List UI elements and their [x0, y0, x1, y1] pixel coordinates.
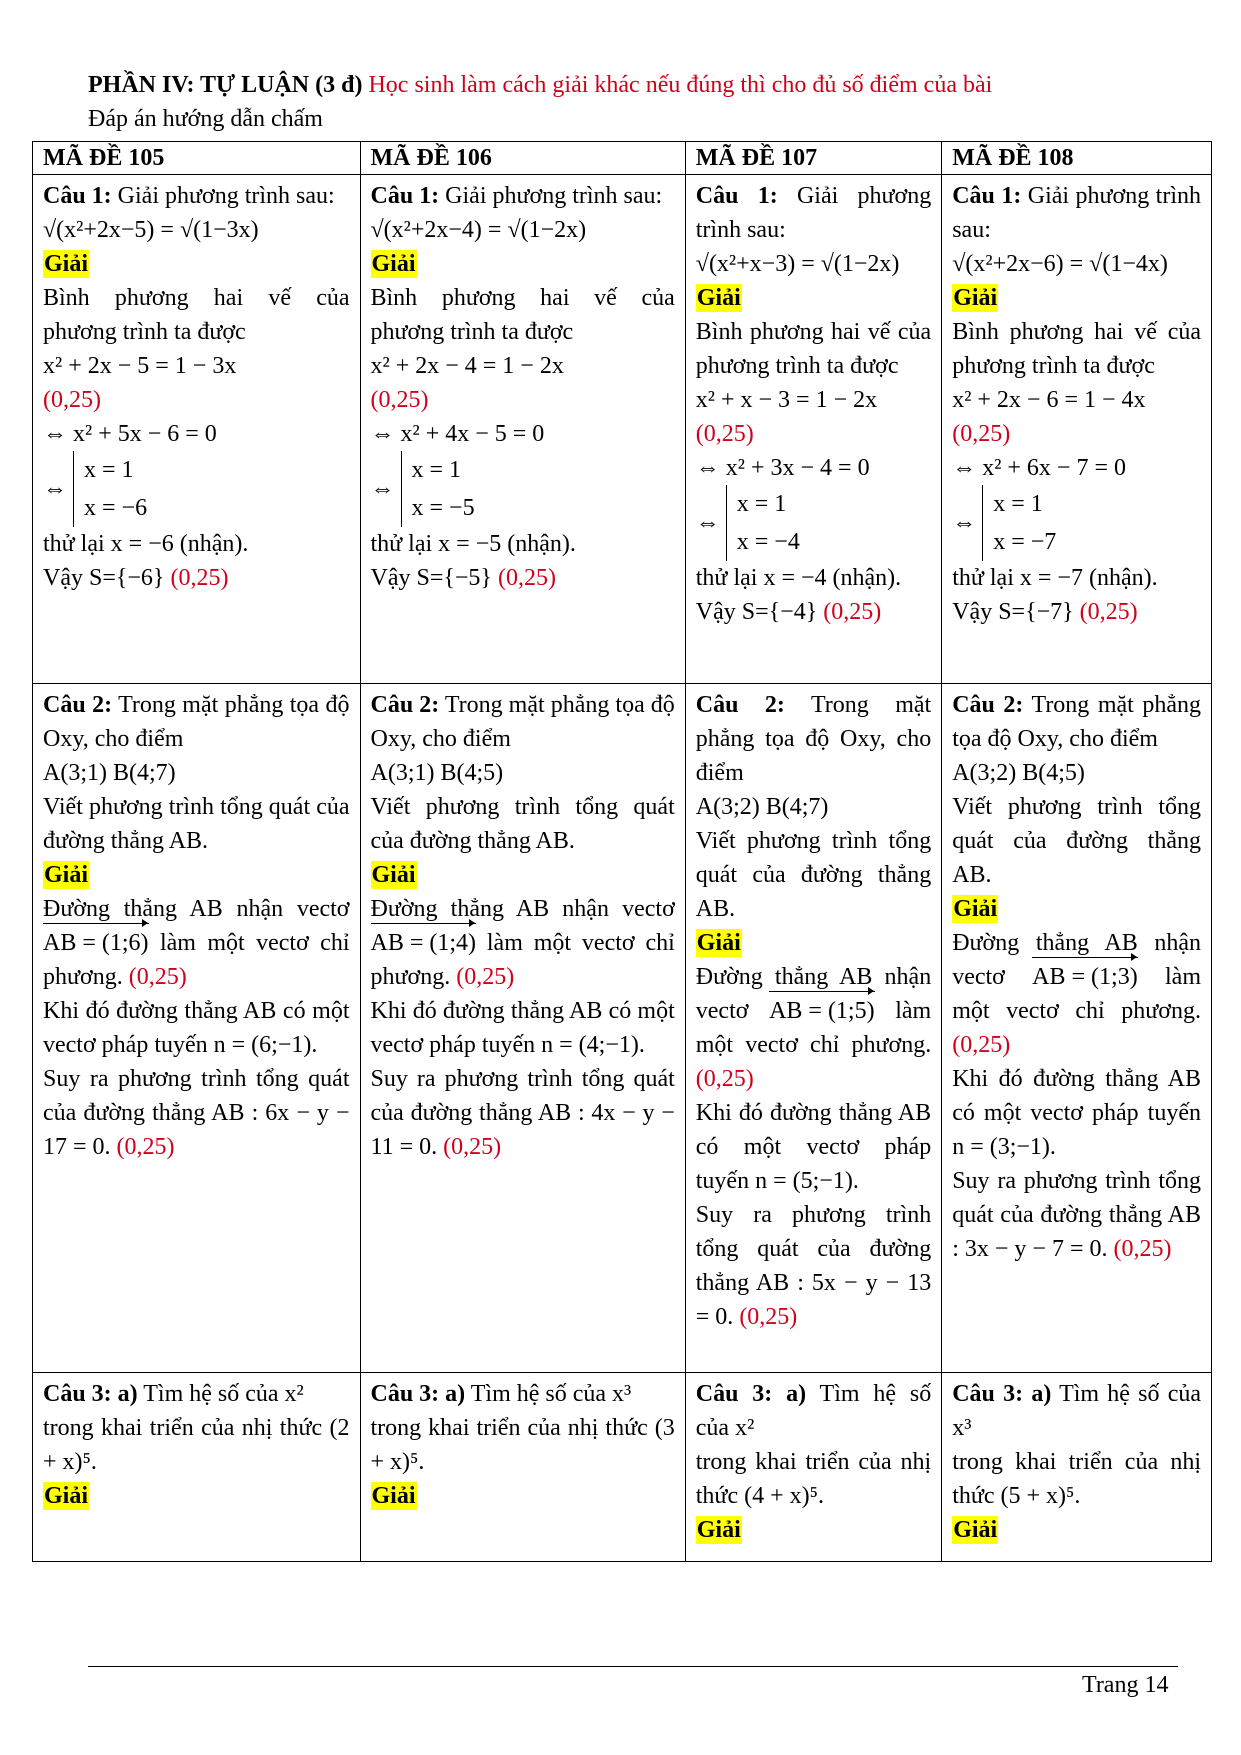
solution-badge: Giải: [953, 285, 998, 311]
score-label: (0,25): [695, 421, 754, 447]
question-text: Trong mặt phẳng tọa độ Oxy, cho điểm: [695, 692, 932, 786]
text-line: [371, 790, 675, 858]
q3-cell: [360, 1373, 685, 1562]
question-text: Giải phương trình sau:: [117, 183, 335, 209]
line-text: Đường thẳng AB nhận vectơ: [952, 930, 1201, 990]
text-line: [952, 688, 1201, 756]
equation: √(x²+x−3) = √(1−2x): [695, 251, 900, 277]
as-direction: làm một vectơ chỉ phương.: [695, 998, 932, 1058]
text-line: [371, 281, 675, 349]
root-2: x = −5: [411, 495, 475, 521]
squared-equation: x² + x − 3 = 1 − 2x: [695, 387, 878, 413]
question-label: Câu 1:: [952, 183, 1022, 209]
q2-cell: [942, 684, 1212, 1373]
text-line: [696, 960, 931, 1096]
equation: √(x²+2x−4) = √(1−2x): [370, 217, 587, 243]
text-line: [43, 1377, 350, 1411]
grading-note: Học sinh làm cách giải khác nếu đúng thì cho đủ số điểm của bài: [368, 72, 993, 98]
text-line: [696, 824, 931, 926]
text-line: [43, 527, 350, 561]
question-label: Câu 2:: [952, 692, 1024, 718]
text-line: [952, 1445, 1201, 1513]
question-label: Câu 3:: [952, 1381, 1024, 1407]
text-line: [371, 892, 675, 994]
general-equation: AB : 3x − y − 7 = 0.: [952, 1202, 1201, 1262]
text-line: [952, 315, 1201, 383]
solution-bracket: [982, 485, 1056, 561]
general-equation: AB : 4x − y − 11 = 0.: [370, 1100, 675, 1160]
text-line: [43, 790, 350, 858]
solution-system: ⇔ x = 1 x = −5: [371, 451, 475, 527]
text-line: [696, 281, 931, 315]
check-value: x = −7: [1019, 565, 1083, 591]
text-line: [43, 1479, 350, 1513]
conclude-text: Vậy: [952, 599, 993, 625]
text-line: [696, 1096, 931, 1198]
point-b: B(4;5): [1022, 760, 1085, 786]
text-line: [43, 1062, 350, 1164]
term: x³: [952, 1415, 972, 1441]
normal-text: Khi đó đường thẳng AB có một vectơ pháp tuyến: [43, 998, 350, 1058]
score-label: (0,25): [952, 1032, 1011, 1058]
text-line: [43, 994, 350, 1062]
text-line: [952, 1164, 1201, 1266]
deduce-text: Suy ra phương trình tổng quát của đường thẳng: [370, 1066, 675, 1126]
question-label: Câu 1:: [370, 183, 440, 209]
text-line: [43, 281, 350, 349]
text-line: [952, 1377, 1201, 1445]
text-line: [43, 417, 350, 451]
score-label: (0,25): [739, 1304, 798, 1330]
q1-cell: [685, 175, 941, 684]
solution-badge: Giải: [371, 1483, 416, 1509]
root-1: x = 1: [736, 491, 787, 517]
conclude-text: Vậy: [370, 565, 411, 591]
q3-cell: [942, 1373, 1212, 1562]
text-line: [43, 247, 350, 281]
part-title: PHẦN IV: TỰ LUẬN (3 đ): [88, 72, 363, 98]
instruction-text: Bình phương hai vế của phương trình ta được: [695, 319, 932, 379]
conclude-text: Vậy: [43, 565, 83, 591]
point-b: B(4;5): [440, 760, 504, 786]
normal-vector: n = (6;−1).: [213, 1032, 318, 1058]
as-direction: làm một vectơ chỉ phương.: [370, 930, 675, 990]
normal-vector: n = (4;−1).: [541, 1032, 645, 1058]
term: x²: [735, 1415, 755, 1441]
equation: √(x²+2x−6) = √(1−4x): [952, 251, 1168, 277]
footer-divider: [88, 1666, 1178, 1667]
term: x³: [612, 1381, 632, 1407]
deduce-text: Suy ra phương trình tổng quát của đường thẳng: [952, 1168, 1201, 1228]
solution-badge: Giải: [44, 1483, 89, 1509]
text-line: [952, 247, 1201, 281]
text-line: [371, 858, 675, 892]
question-label: Câu 3:: [695, 1381, 773, 1407]
score-label: (0,25): [43, 387, 101, 413]
check-value: x = −6: [110, 531, 174, 557]
text-line: [371, 527, 675, 561]
text-line: [952, 926, 1201, 1062]
point-b: B(4;7): [765, 794, 829, 820]
instruction-text: Bình phương hai vế của phương trình ta được: [370, 285, 675, 345]
question-text: trong khai triển của nhị thức: [952, 1449, 1201, 1509]
normal-vector: n = (3;−1).: [952, 1134, 1056, 1160]
part-a: a): [786, 1381, 807, 1407]
q1-cell: [33, 175, 361, 684]
line-text: Đường thẳng AB nhận vectơ: [43, 896, 350, 922]
solution-set: S={−4}: [741, 599, 818, 625]
score-label: (0,25): [823, 599, 882, 625]
solution-set: S={−6}: [88, 565, 165, 591]
score-label: (0,25): [370, 387, 429, 413]
text-line: [371, 179, 675, 213]
text-line: [696, 1445, 931, 1513]
squared-equation: x² + 2x − 6 = 1 − 4x: [952, 387, 1146, 413]
binomial: (3 + x)⁵.: [370, 1415, 675, 1475]
question-label: Câu 1:: [43, 183, 112, 209]
q1-cell: [942, 175, 1212, 684]
text-line: [696, 451, 931, 485]
question-text: trong khai triển của nhị thức: [695, 1449, 932, 1509]
question-1-row: [33, 175, 1212, 684]
text-line: [696, 1513, 931, 1547]
line-text: Đường thẳng AB nhận vectơ: [695, 964, 932, 1024]
column-header: MÃ ĐỀ 105: [33, 142, 361, 175]
text-line: [696, 417, 931, 451]
as-direction: làm một vectơ chỉ phương.: [43, 930, 350, 990]
text-line: [43, 383, 350, 417]
text-line: [696, 1198, 931, 1334]
question-text: Trong mặt phẳng tọa độ Oxy, cho điểm: [43, 692, 350, 752]
deduce-text: Suy ra phương trình tổng quát của đường thẳng: [43, 1066, 350, 1126]
question-text: Viết phương trình tổng quát của đường thẳng AB.: [952, 794, 1201, 888]
general-equation: AB : 5x − y − 13 = 0.: [695, 1270, 932, 1330]
equation: √(x²+2x−5) = √(1−3x): [43, 217, 259, 243]
text-line: [371, 561, 675, 595]
general-equation: AB : 6x − y − 17 = 0.: [43, 1100, 350, 1160]
normal-text: Khi đó đường thẳng AB có một vectơ pháp tuyến: [370, 998, 675, 1058]
binomial: (2 + x)⁵.: [43, 1415, 350, 1475]
accept-text: (nhận).: [1088, 565, 1158, 591]
question-text: Trong mặt phẳng tọa độ Oxy, cho điểm: [952, 692, 1201, 752]
question-2-row: [33, 684, 1212, 1373]
point-a: A(3;1): [43, 760, 107, 786]
score-label: (0,25): [170, 565, 229, 591]
score-label: (0,25): [497, 565, 556, 591]
normal-text: Khi đó đường thẳng AB có một vectơ pháp tuyến: [695, 1100, 932, 1194]
header: [88, 68, 992, 136]
part-a: a): [445, 1381, 466, 1407]
score-label: (0,25): [456, 964, 515, 990]
deduce-text: Suy ra phương trình tổng quát của đường thẳng: [695, 1202, 932, 1296]
text-line: [696, 595, 931, 629]
text-line: [371, 756, 675, 790]
conclude-text: Vậy: [695, 599, 736, 625]
check-text: thử lại: [952, 565, 1014, 591]
normal-vector: n = (5;−1).: [755, 1168, 859, 1194]
question-label: Câu 3:: [43, 1381, 112, 1407]
solution-badge: Giải: [696, 285, 741, 311]
text-line: [952, 451, 1201, 485]
text-line: [43, 688, 350, 756]
question-text: Viết phương trình tổng quát của đường thẳng AB.: [43, 794, 350, 854]
answer-table: [32, 141, 1212, 1562]
text-line: [952, 1062, 1201, 1164]
solution-set: S={−5}: [416, 565, 492, 591]
part-a: a): [1031, 1381, 1052, 1407]
accept-text: (nhận).: [832, 565, 902, 591]
q2-cell: [685, 684, 941, 1373]
text-line: [952, 417, 1201, 451]
question-3-row: [33, 1373, 1212, 1562]
solution-bracket: [401, 451, 475, 527]
text-line: [696, 561, 931, 595]
q1-cell: [360, 175, 685, 684]
point-b: B(4;7): [112, 760, 176, 786]
quadratic-equation: ⇔ x² + 3x − 4 = 0: [695, 455, 870, 481]
text-line: [43, 349, 350, 383]
text-line: [952, 179, 1201, 247]
part-heading: [88, 68, 992, 102]
question-text: Tìm hệ số của: [470, 1381, 607, 1407]
text-line: [43, 213, 350, 247]
question-label: Câu 2:: [370, 692, 440, 718]
question-text: Giải phương trình sau:: [695, 183, 932, 243]
question-text: Trong mặt phẳng tọa độ Oxy, cho điểm: [370, 692, 675, 752]
question-text: trong khai triển của nhị thức: [43, 1415, 323, 1441]
text-line: [952, 595, 1201, 629]
solution-badge: Giải: [696, 930, 741, 956]
text-line: [371, 1411, 675, 1479]
text-line: [696, 179, 931, 247]
quadratic-equation: ⇔ x² + 5x − 6 = 0: [43, 421, 217, 447]
line-text: Đường thẳng AB nhận vectơ: [370, 896, 675, 922]
solution-badge: Giải: [696, 1517, 741, 1543]
text-line: [371, 213, 675, 247]
text-line: [371, 1377, 675, 1411]
binomial: (5 + x)⁵.: [1000, 1483, 1081, 1509]
text-line: [371, 247, 675, 281]
question-label: Câu 2:: [695, 692, 785, 718]
part-a: a): [117, 1381, 138, 1407]
score-label: (0,25): [1079, 599, 1138, 625]
text-line: [371, 383, 675, 417]
solution-system: ⇔ x = 1 x = −4: [696, 485, 800, 561]
score-label: (0,25): [443, 1134, 502, 1160]
answer-key-subtitle: Đáp án hướng dẫn chấm: [88, 106, 323, 132]
text-line: [952, 892, 1201, 926]
table-header-row: [33, 142, 1212, 175]
point-a: A(3;1): [370, 760, 435, 786]
text-line: [952, 383, 1201, 417]
text-line: [696, 926, 931, 960]
solution-system: ⇔ x = 1 x = −6: [43, 451, 147, 527]
column-header: MÃ ĐỀ 107: [685, 142, 941, 175]
question-text: Tìm hệ số của: [695, 1381, 932, 1441]
check-value: x = −5: [438, 531, 502, 557]
direction-vector: AB = (1;6): [43, 926, 149, 960]
quadratic-equation: ⇔ x² + 6x − 7 = 0: [952, 455, 1127, 481]
q3-cell: [685, 1373, 941, 1562]
binomial: (4 + x)⁵.: [744, 1483, 824, 1509]
root-2: x = −4: [736, 529, 800, 555]
root-1: x = 1: [411, 457, 462, 483]
point-a: A(3;2): [695, 794, 760, 820]
text-line: [43, 179, 350, 213]
text-line: [371, 417, 675, 451]
direction-vector: AB = (1;5): [769, 994, 875, 1028]
text-line: [371, 1062, 675, 1164]
root-1: x = 1: [84, 457, 134, 483]
text-line: [371, 994, 675, 1062]
q2-cell: [360, 684, 685, 1373]
accept-text: (nhận).: [507, 531, 576, 557]
term: x²: [284, 1381, 304, 1407]
as-direction: làm một vectơ chỉ phương.: [952, 964, 1201, 1024]
question-text: Tìm hệ số của: [1059, 1381, 1202, 1407]
squared-equation: x² + 2x − 4 = 1 − 2x: [370, 353, 564, 379]
question-label: Câu 3:: [370, 1381, 440, 1407]
text-line: [696, 790, 931, 824]
text-line: [371, 1479, 675, 1513]
instruction-text: Bình phương hai vế của phương trình ta được: [952, 319, 1201, 379]
column-header: MÃ ĐỀ 108: [942, 142, 1212, 175]
text-line: [952, 281, 1201, 315]
text-line: [43, 756, 350, 790]
direction-vector: AB = (1;4): [371, 926, 477, 960]
question-text: Tìm hệ số của: [143, 1381, 279, 1407]
text-line: [952, 790, 1201, 892]
solution-badge: Giải: [44, 251, 89, 277]
question-label: Câu 1:: [695, 183, 778, 209]
text-line: [696, 688, 931, 790]
solution-badge: Giải: [953, 896, 998, 922]
text-line: [696, 383, 931, 417]
check-text: thử lại: [370, 531, 433, 557]
text-line: [371, 688, 675, 756]
text-line: [696, 1377, 931, 1445]
root-1: x = 1: [993, 491, 1043, 517]
text-line: [371, 349, 675, 383]
solution-bracket: [73, 451, 147, 527]
text-line: [43, 858, 350, 892]
column-header: MÃ ĐỀ 106: [360, 142, 685, 175]
text-line: [696, 315, 931, 383]
check-value: x = −4: [763, 565, 827, 591]
direction-vector: AB = (1;3): [1032, 960, 1138, 994]
root-2: x = −6: [84, 495, 148, 521]
quadratic-equation: ⇔ x² + 4x − 5 = 0: [370, 421, 545, 447]
question-text: trong khai triển của nhị thức: [370, 1415, 648, 1441]
question-text: Giải phương trình sau:: [952, 183, 1202, 243]
score-label: (0,25): [952, 421, 1011, 447]
text-line: [952, 756, 1201, 790]
page-number: Trang 14: [1082, 1672, 1169, 1698]
normal-text: Khi đó đường thẳng AB có một vectơ pháp tuyến: [952, 1066, 1201, 1126]
check-text: thử lại: [695, 565, 758, 591]
solution-set: S={−7}: [998, 599, 1074, 625]
instruction-text: Bình phương hai vế của phương trình ta được: [43, 285, 350, 345]
solution-badge: Giải: [44, 862, 89, 888]
score-label: (0,25): [116, 1134, 175, 1160]
text-line: [952, 561, 1201, 595]
text-line: [43, 892, 350, 994]
question-text: Viết phương trình tổng quát của đường thẳng AB.: [370, 794, 675, 854]
solution-system: ⇔ x = 1 x = −7: [952, 485, 1056, 561]
score-label: (0,25): [1113, 1236, 1172, 1262]
question-text: Giải phương trình sau:: [445, 183, 663, 209]
score-label: (0,25): [695, 1066, 754, 1092]
text-line: [43, 1411, 350, 1479]
text-line: [952, 1513, 1201, 1547]
squared-equation: x² + 2x − 5 = 1 − 3x: [43, 353, 237, 379]
q3-cell: [33, 1373, 361, 1562]
question-text: Viết phương trình tổng quát của đường thẳng AB.: [695, 828, 932, 922]
solution-badge: Giải: [371, 862, 416, 888]
q2-cell: [33, 684, 361, 1373]
text-line: [43, 561, 350, 595]
solution-bracket: [726, 485, 800, 561]
check-text: thử lại: [43, 531, 105, 557]
solution-badge: Giải: [953, 1517, 998, 1543]
accept-text: (nhận).: [179, 531, 249, 557]
root-2: x = −7: [993, 529, 1057, 555]
text-line: [696, 247, 931, 281]
score-label: (0,25): [128, 964, 187, 990]
point-a: A(3;2): [952, 760, 1017, 786]
question-label: Câu 2:: [43, 692, 113, 718]
solution-badge: Giải: [371, 251, 416, 277]
